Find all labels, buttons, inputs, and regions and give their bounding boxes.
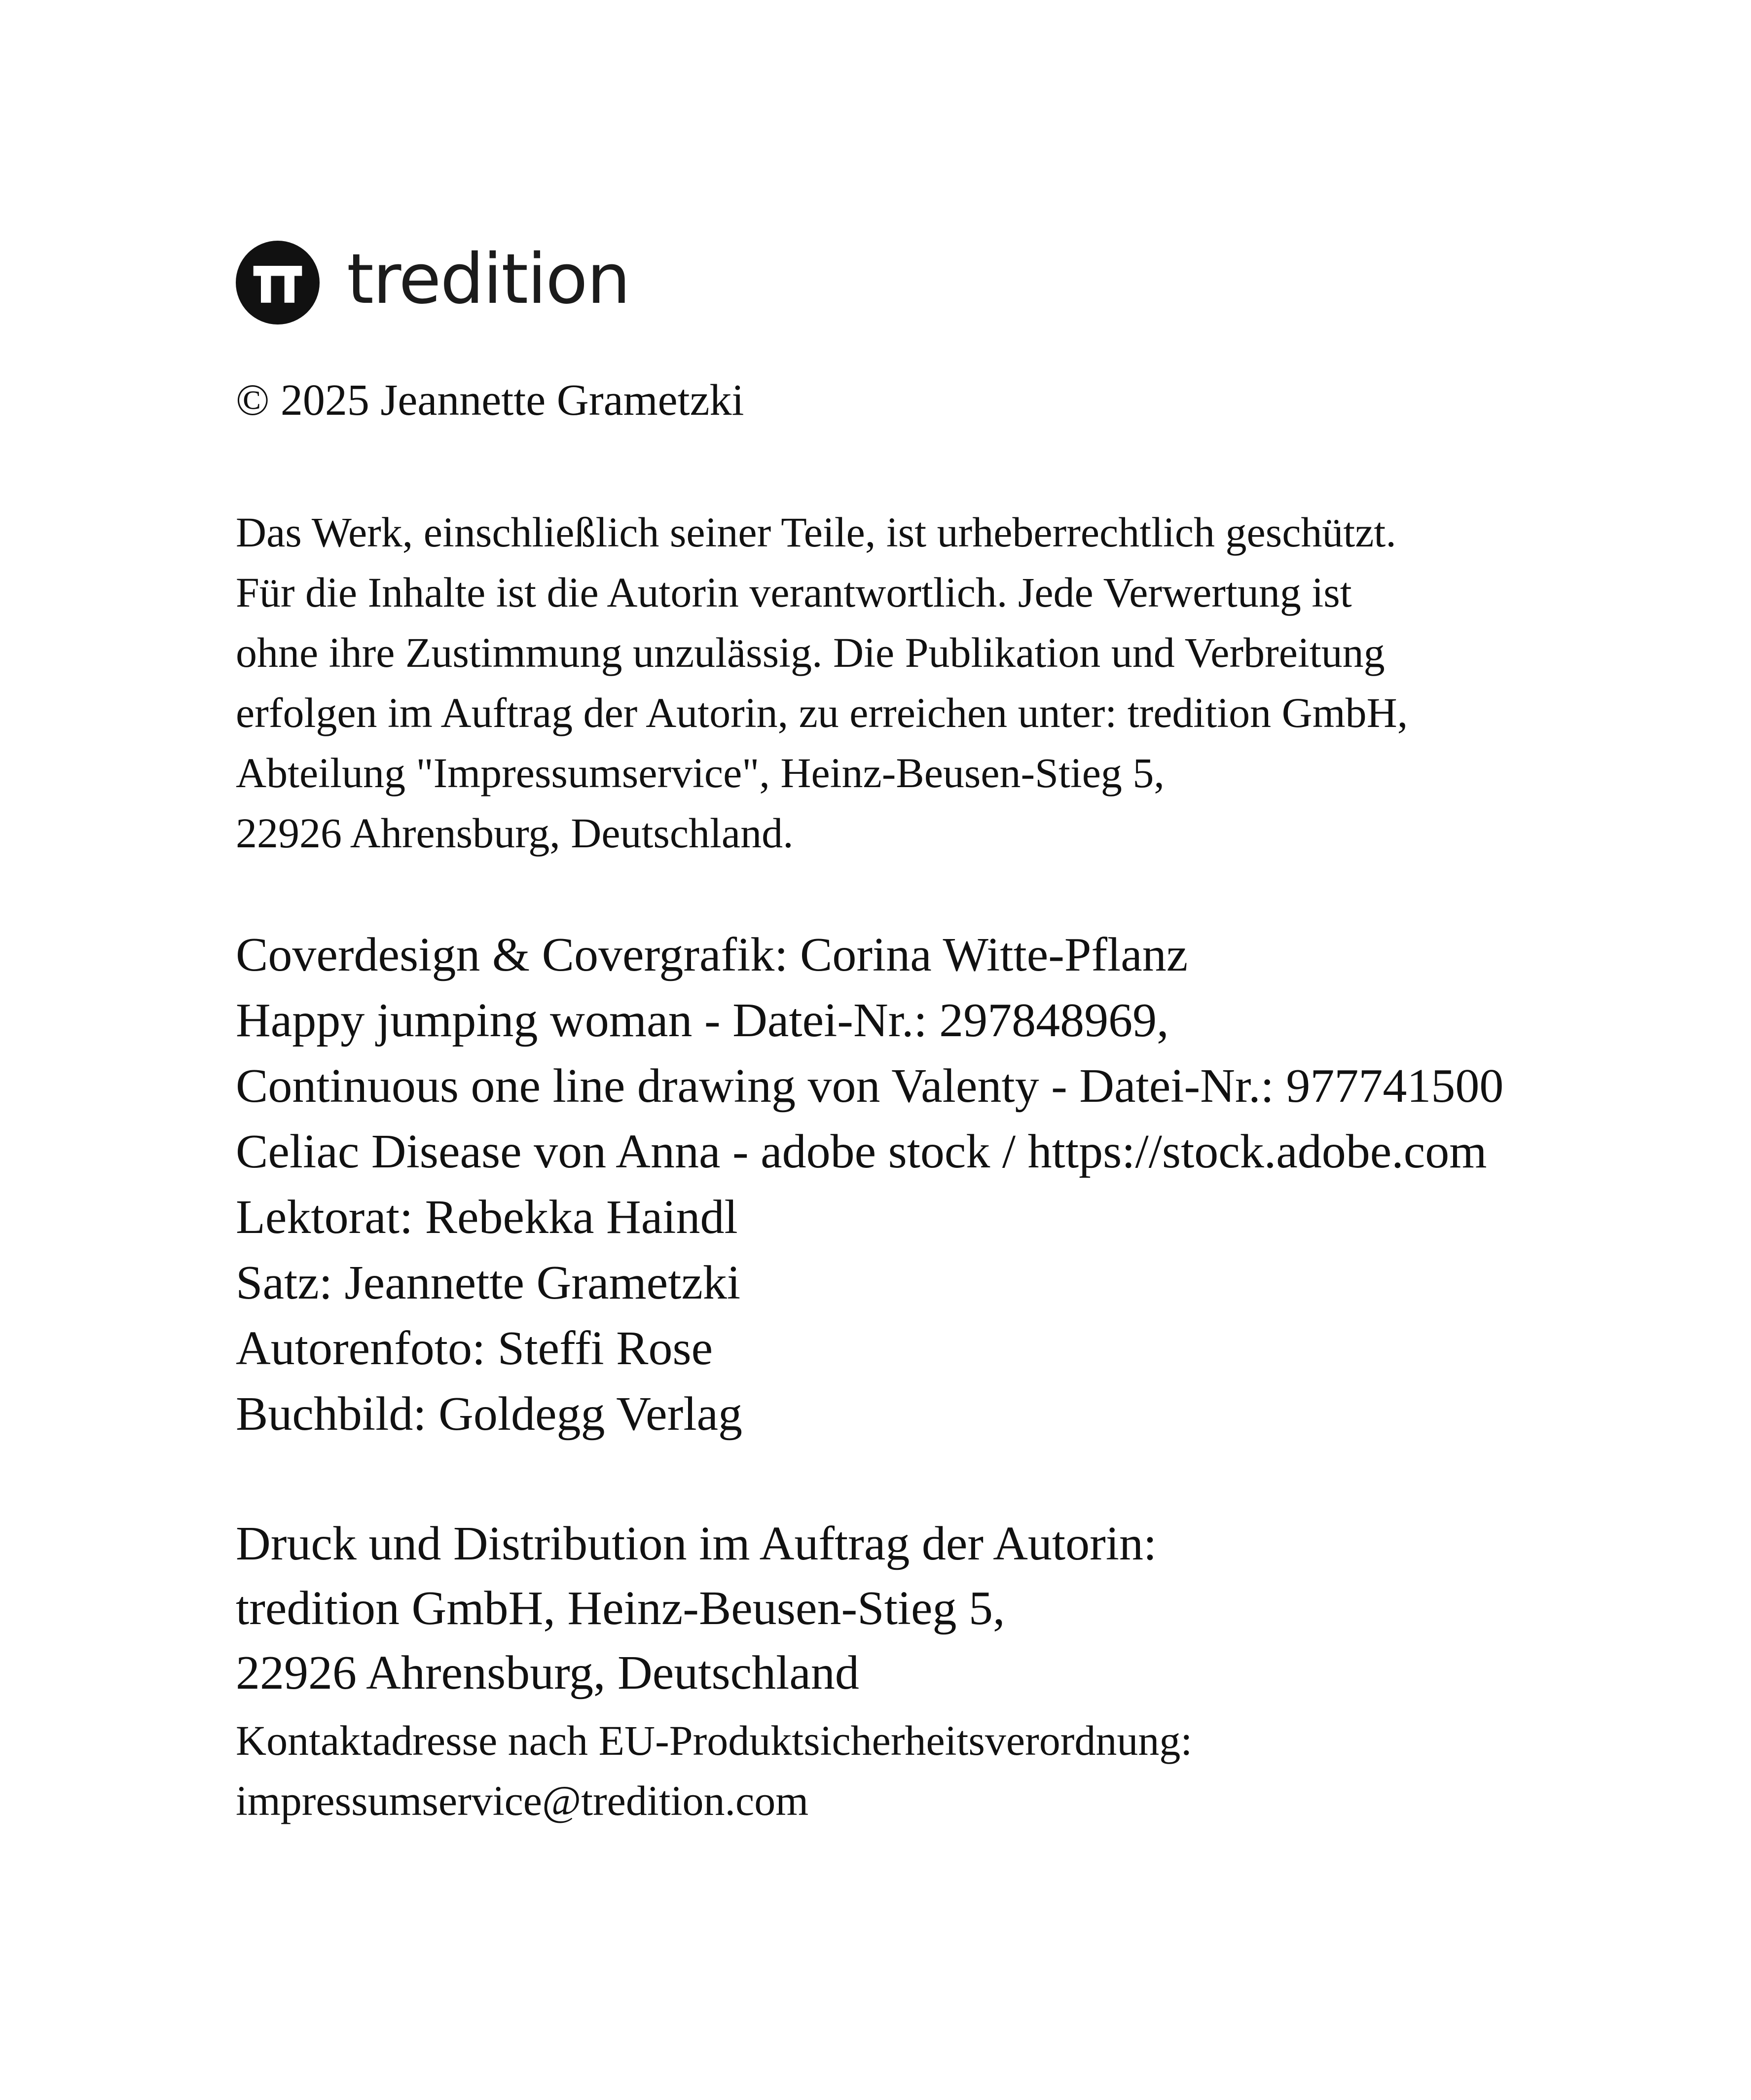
credit-line: Coverdesign & Covergrafik: Corina Witte-Pflanz: [236, 928, 1188, 981]
contact-line: Kontaktadresse nach EU-Produktsicherheitsverordnung:: [236, 1717, 1193, 1764]
credit-line: Satz: Jeannette Grametzki: [236, 1256, 741, 1309]
credit-line: Lektorat: Rebekka Haindl: [236, 1191, 738, 1244]
contact-address: [236, 1710, 1192, 1831]
publisher-logo: [236, 241, 629, 325]
credit-line: Buchbild: Goldegg Verlag: [236, 1387, 743, 1441]
credit-line: Continuous one line drawing von Valenty - Datei-Nr.: 977741500: [236, 1059, 1504, 1113]
print-line: Druck und Distribution im Auftrag der Autorin:: [236, 1517, 1157, 1570]
legal-line: erfolgen im Auftrag der Autorin, zu erreichen unter: tredition GmbH,: [236, 689, 1408, 736]
contact-email: impressumservice@tredition.com: [236, 1777, 809, 1824]
legal-line: 22926 Ahrensburg, Deutschland.: [236, 809, 794, 857]
legal-line: Abteilung "Impressumservice", Heinz-Beusen-Stieg 5,: [236, 749, 1165, 797]
legal-line: Das Werk, einschließlich seiner Teile, ist urheberrechtlich geschützt.: [236, 508, 1396, 556]
credit-line: Celiac Disease von Anna - adobe stock / https://stock.adobe.com: [236, 1125, 1487, 1178]
legal-notice: [236, 502, 1408, 863]
credit-line: Autorenfoto: Steffi Rose: [236, 1322, 713, 1375]
credit-line: Happy jumping woman - Datei-Nr.: 297848969,: [236, 994, 1169, 1047]
tredition-t-icon: [236, 241, 320, 325]
credits-list: [236, 922, 1503, 1447]
print-line: 22926 Ahrensburg, Deutschland: [236, 1646, 859, 1700]
print-distribution: [236, 1512, 1157, 1705]
copyright-line: © 2025 Jeannette Grametzki: [236, 376, 744, 425]
legal-line: ohne ihre Zustimmung unzulässig. Die Publikation und Verbreitung: [236, 629, 1385, 676]
print-line: tredition GmbH, Heinz-Beusen-Stieg 5,: [236, 1582, 1005, 1635]
publisher-logo-text: tredition: [347, 239, 630, 320]
copyright-notice: [236, 370, 744, 431]
legal-line: Für die Inhalte ist die Autorin verantwortlich. Jede Verwertung ist: [236, 569, 1352, 616]
